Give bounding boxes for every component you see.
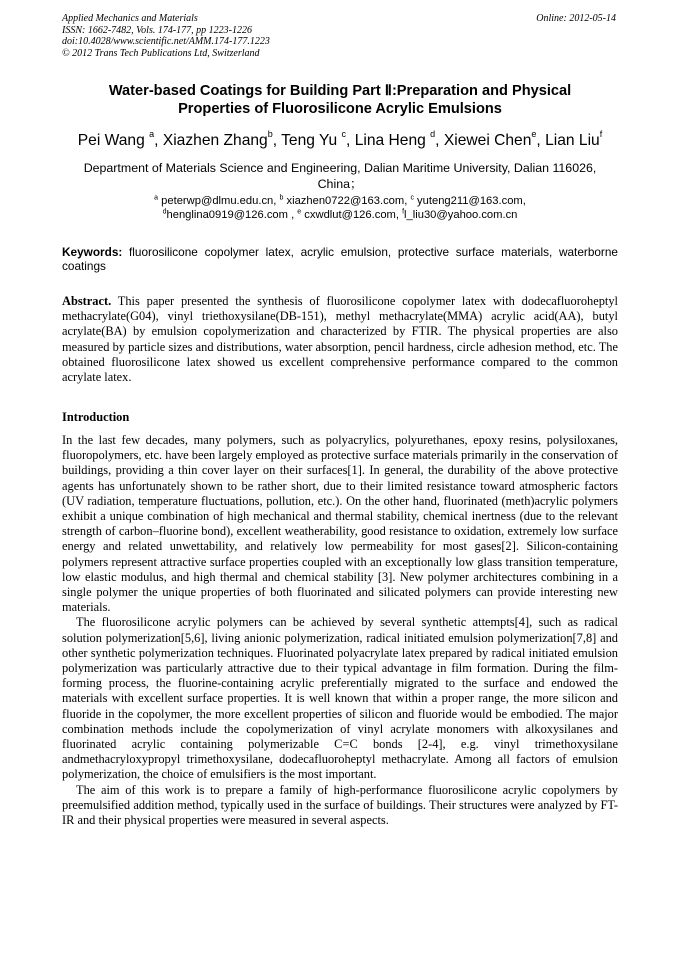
email-address[interactable]: xiazhen0722@163.com, bbox=[283, 195, 411, 207]
email-mark: e bbox=[297, 208, 302, 216]
affiliation-line-1: Department of Materials Science and Engineering, Dalian Maritime University, Dalian 116026, bbox=[83, 161, 597, 175]
email-address[interactable]: henglina0919@126.com , bbox=[166, 209, 298, 221]
author-name: Lian Liu bbox=[545, 132, 600, 149]
author bbox=[77, 128, 163, 149]
author bbox=[162, 128, 282, 149]
email-address[interactable]: peterwp@dlmu.edu.cn, bbox=[158, 195, 280, 207]
issn-line: ISSN: 1662-7482, Vols. 174-177, pp 1223-1226 bbox=[62, 24, 252, 36]
affiliation-line-2: China； bbox=[317, 177, 363, 191]
paragraph: The aim of this work is to prepare a family of high-performance fluorosilicone acrylic copolymers by preemulsified addition method, typically used in the surface of buildings. Their structures were analyzed by FT-IR and their physical properties were measured in several aspects. bbox=[62, 782, 618, 828]
affiliation bbox=[62, 160, 618, 192]
author-mark: c bbox=[341, 128, 347, 139]
journal-name: Applied Mechanics and Materials bbox=[62, 13, 198, 24]
author bbox=[281, 128, 355, 149]
email-address[interactable]: cxwdlut@126.com, bbox=[301, 209, 403, 221]
author bbox=[354, 128, 444, 149]
author-separator: , bbox=[346, 132, 355, 149]
abstract-text: This paper presented the synthesis of fluorosilicone copolymer latex with dodecafluoroheptyl methacrylate(G04), vinyl triethoxysilane(DB-151), methyl methacrylate(MMA) acrylic acid(AA), butyl acrylate(BA) by emulsion copolymerization and characterized by FTIR. The physical properties are also measured by particle sizes and distributions, water absorption, pencil hardness, circle adhesion method, etc. The obtained fluorosilicone latex showed us excellent comprehensive performance compared to the common acrylate latex. bbox=[62, 294, 618, 385]
online-date: Online: 2012-05-14 bbox=[536, 13, 616, 24]
paragraph: The fluorosilicone acrylic polymers can be achieved by several synthetic attempts[4], such as radical solution polymerization[5,6], living anionic polymerization, radical initiated emulsion polymerization[7,8] and other synthetic polymerization techniques. Fluorinated polyacrylate latex prepared by radical initiated emulsion polymerization was particularly attractive due to their typical advantage in film formation. During the film-forming process, the fluorine-containing acrylic preferentially migrated to the surface and endowed the materials with excellent surface properties. It is well known that within a proper range, the more silicon and fluoride in the copolymer, the more excellent properties of silicon and fluoride would be embodied. The major combination methods include the copolymerization of vinyl acrylate monomers with alkoxysilanes and fluorinated acrylic containing polymerizable C=C bonds [2-4], e.g. vinyl trimethoxysilane andmethacryloxypropyl trimethoxysilane, dodecafluoroheptyl methacrylate. Among all factors of emulsion polymerization, the choice of emulsifiers is the most important. bbox=[62, 615, 618, 782]
email-mark: c bbox=[410, 194, 414, 202]
author-name: Xiewei Chen bbox=[443, 132, 532, 149]
author-mark: e bbox=[531, 128, 537, 139]
email-line-2 bbox=[62, 208, 618, 222]
keywords-block bbox=[62, 245, 618, 273]
email-mark: a bbox=[154, 194, 159, 202]
email-address[interactable]: yuteng211@163.com, bbox=[413, 195, 526, 207]
author-separator: , bbox=[154, 132, 163, 149]
email-line-1 bbox=[62, 194, 618, 208]
author-mark: d bbox=[430, 128, 436, 139]
abstract-label: Abstract. bbox=[62, 294, 112, 308]
abstract-block bbox=[62, 294, 618, 385]
author-name: Teng Yu bbox=[281, 132, 342, 149]
author-mark: a bbox=[149, 128, 155, 139]
title-line-1: Water-based Coatings for Building Part Ⅱ:Preparation and Physical bbox=[108, 83, 572, 99]
author-name: Lina Heng bbox=[354, 132, 431, 149]
author-name: Pei Wang bbox=[77, 132, 150, 149]
email-mark: d bbox=[162, 208, 167, 216]
author bbox=[545, 128, 603, 149]
author-separator: , bbox=[272, 132, 282, 149]
journal-header bbox=[62, 13, 618, 59]
author-separator: , bbox=[536, 132, 546, 149]
copyright-line: © 2012 Trans Tech Publications Ltd, Switzerland bbox=[62, 47, 260, 59]
email-list bbox=[62, 194, 618, 222]
author-mark: f bbox=[599, 128, 603, 139]
author-list bbox=[40, 128, 640, 151]
author bbox=[443, 128, 546, 149]
author-separator: , bbox=[435, 132, 444, 149]
introduction-body bbox=[62, 433, 618, 828]
author-name: Xiazhen Zhang bbox=[162, 132, 268, 149]
paragraph: In the last few decades, many polymers, such as polyacrylics, polyurethanes, epoxy resins, polysiloxanes, fluoropolymers, etc. have been largely employed as protective surface materials primarily in the conservation of buildings, providing a thin cover layer on their surfaces[1]. In general, the durability of the above protective agents has unfortunately shown to be rather short, due to their limited resistance toward atmospheric factors (UV radiation, temperature fluctuations, pollution, etc.). On the other hand, fluorinated (meth)acrylic polymers exhibit a unique combination of high mechanical and thermal stability, chemical inertness (due to the relevant strength of carbon–fluorine bond), excellent weatherability, good resistance to oxidation, extremely low surface energy and related unwettability, and relatively low permeability for most gases[2]. Silicon-containing polymers represent attractive surface properties coupled with an exceptionally low glass transition temperature, low elastic modulus, and high thermal and chemical stability [3]. New polymer architectures combining in a single polymer the unique properties of both fluorinated and silicated polymers can provide interesting new materials. bbox=[62, 433, 618, 615]
email-address[interactable]: l_liu30@yahoo.com.cn bbox=[404, 209, 518, 221]
email-mark: b bbox=[279, 194, 284, 202]
author-mark: b bbox=[267, 128, 273, 139]
email-mark: f bbox=[402, 208, 405, 216]
keywords-label: Keywords: bbox=[62, 245, 123, 259]
paper-title bbox=[62, 82, 618, 118]
keywords-text: fluorosilicone copolymer latex, acrylic emulsion, protective surface materials, waterborne coatings bbox=[62, 245, 618, 273]
title-line-2: Properties of Fluorosilicone Acrylic Emulsions bbox=[178, 101, 502, 117]
doi-line: doi:10.4028/www.scientific.net/AMM.174-177.1223 bbox=[62, 36, 270, 47]
section-heading-introduction: Introduction bbox=[62, 410, 130, 424]
